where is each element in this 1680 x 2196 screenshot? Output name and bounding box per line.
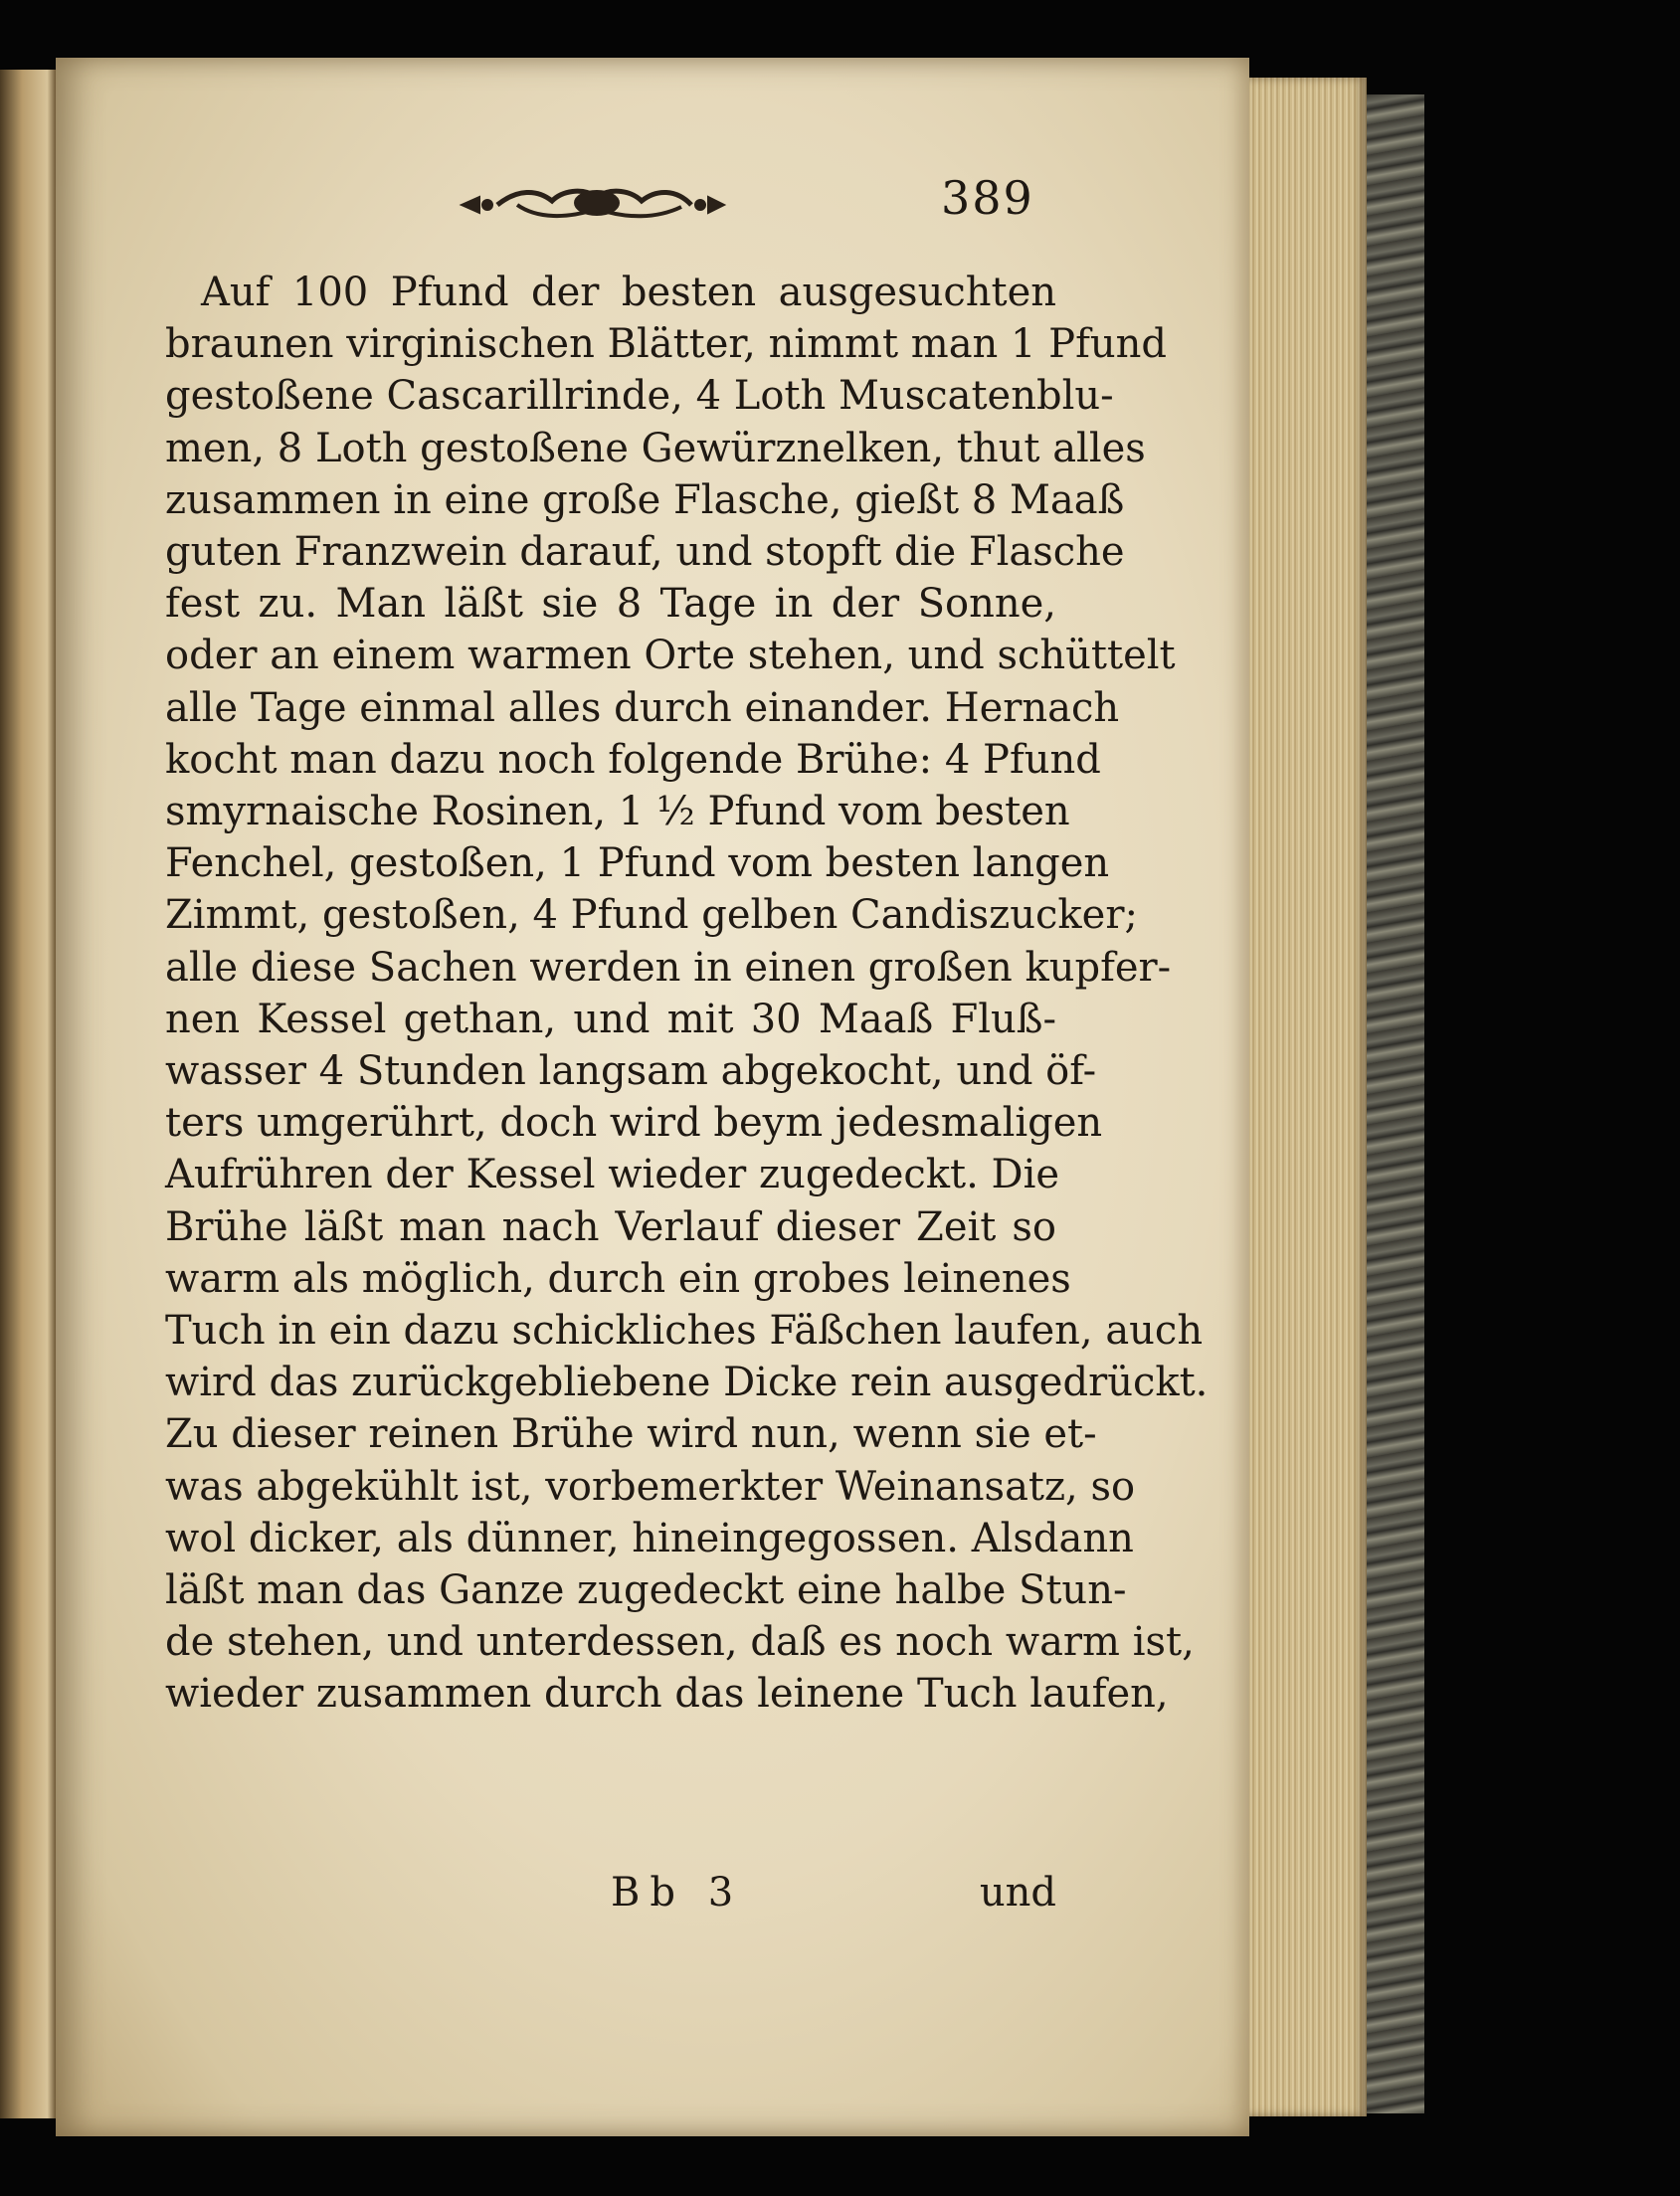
text-line: läßt man das Ganze zugedeckt eine halbe Stun-	[165, 1567, 1127, 1614]
text-line: Fenchel, gestoßen, 1 Pfund vom besten langen	[165, 840, 1110, 887]
text-line: Brühe läßt man nach Verlauf dieser Zeit so	[165, 1203, 1056, 1250]
page-footer	[165, 1870, 1056, 1925]
text-line: kocht man dazu noch folgende Brühe: 4 Pfund	[165, 736, 1101, 783]
catchword: und	[979, 1870, 1056, 1916]
text-line: Auf 100 Pfund der besten ausgesuchten	[201, 270, 1056, 315]
text-line: fest zu. Man läßt sie 8 Tage in der Sonne,	[165, 581, 1056, 628]
text-line: nen Kessel gethan, und mit 30 Maaß Fluß-	[165, 996, 1056, 1042]
page-number: 389	[941, 171, 1034, 225]
text-line: Tuch in ein dazu schickliches Fäßchen laufen, auch	[165, 1308, 1204, 1355]
text-line: guten Franzwein darauf, und stopft die Flasche	[165, 529, 1125, 576]
text-line: wol dicker, als dünner, hineingegossen. Alsdann	[165, 1515, 1134, 1561]
text-line: wieder zusammen durch das leinene Tuch laufen,	[165, 1671, 1169, 1718]
text-line: wasser 4 Stunden langsam abgekocht, und öf-	[165, 1048, 1097, 1095]
text-line: alle diese Sachen werden in einen großen kupfer-	[165, 944, 1172, 991]
text-line: warm als möglich, durch ein grobes leinenes	[165, 1255, 1071, 1302]
page-edges	[1249, 78, 1367, 2116]
previous-page-edge	[0, 70, 56, 2118]
text-line: zusammen in eine große Flasche, gießt 8 Maaß	[165, 476, 1125, 523]
book-cover-edge	[1367, 94, 1424, 2113]
text-line: Zimmt, gestoßen, 4 Pfund gelben Candiszucker;	[165, 892, 1138, 939]
text-line: Aufrühren der Kessel wieder zugedeckt. Die	[165, 1152, 1060, 1198]
text-line: braunen virginischen Blätter, nimmt man 1 Pfund	[165, 321, 1168, 368]
text-line: men, 8 Loth gestoßene Gewürznelken, thut alles	[165, 425, 1146, 471]
text-line: gestoßene Cascarillrinde, 4 Loth Muscatenblu-	[165, 373, 1114, 420]
text-line: smyrnaische Rosinen, 1 ½ Pfund vom besten	[165, 789, 1070, 835]
text-line: Zu dieser reinen Brühe wird nun, wenn sie et-	[165, 1411, 1097, 1458]
text-line: was abgekühlt ist, vorbemerkter Weinansatz, so	[165, 1463, 1136, 1510]
text-line: de stehen, und unterdessen, daß es noch warm ist,	[165, 1619, 1195, 1666]
text-line: oder an einem warmen Orte stehen, und schüttelt	[165, 633, 1176, 679]
signature-mark: Bb 3	[611, 1870, 744, 1916]
text-line: alle Tage einmal alles durch einander. Hernach	[165, 684, 1120, 731]
text-line: ters umgerührt, doch wird beym jedesmaligen	[165, 1100, 1103, 1147]
text-line: wird das zurückgebliebene Dicke rein ausgedrückt.	[165, 1360, 1209, 1406]
body-text	[165, 267, 1209, 1721]
decorative-ornament-icon	[458, 179, 726, 229]
